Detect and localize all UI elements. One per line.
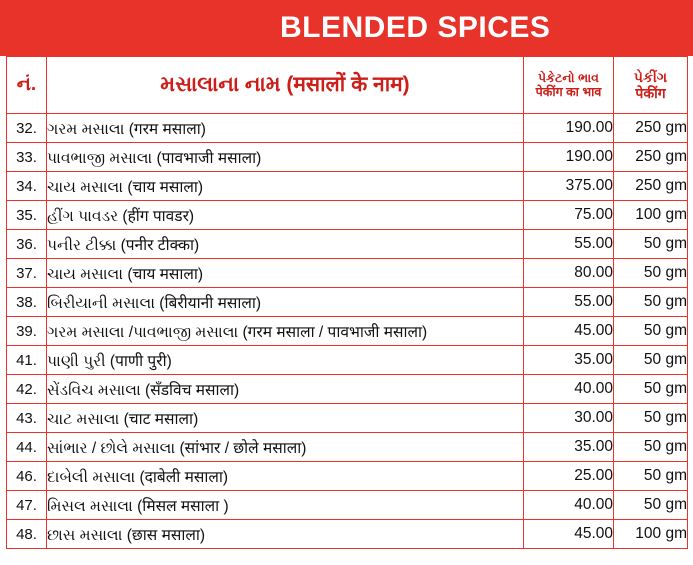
cell-price: 30.00 <box>524 404 614 433</box>
table-row <box>7 172 688 201</box>
table-row <box>7 520 688 549</box>
cell-number: 35. <box>7 201 47 230</box>
title-bar <box>0 0 693 56</box>
table-row <box>7 143 688 172</box>
table-row <box>7 375 688 404</box>
column-header-price <box>524 57 614 114</box>
cell-spice-name: ચાય મસાલા (चाय मसाला) <box>47 259 524 288</box>
column-header-price-line2: पेकींग का भाव <box>535 85 602 99</box>
cell-number: 44. <box>7 433 47 462</box>
cell-number: 33. <box>7 143 47 172</box>
table-row <box>7 114 688 143</box>
cell-price: 375.00 <box>524 172 614 201</box>
page-title: BLENDED SPICES <box>280 11 551 44</box>
cell-spice-name: ચાટ મસાલા (चाट मसाला) <box>47 404 524 433</box>
price-table-container <box>0 56 693 549</box>
cell-number: 39. <box>7 317 47 346</box>
table-header-row <box>7 57 688 114</box>
cell-price: 40.00 <box>524 491 614 520</box>
table-row <box>7 462 688 491</box>
cell-spice-name: ગરમ મસાલા /પાવભાજી મસાલા (गरम मसाला / पावभाजी मसाला) <box>47 317 524 346</box>
cell-number: 32. <box>7 114 47 143</box>
cell-packing: 250 gm <box>614 114 688 143</box>
cell-price: 80.00 <box>524 259 614 288</box>
cell-packing: 50 gm <box>614 404 688 433</box>
cell-price: 190.00 <box>524 114 614 143</box>
cell-number: 46. <box>7 462 47 491</box>
column-header-packing <box>614 57 688 114</box>
table-row <box>7 404 688 433</box>
cell-price: 75.00 <box>524 201 614 230</box>
cell-number: 36. <box>7 230 47 259</box>
table-row <box>7 230 688 259</box>
cell-packing: 50 gm <box>614 346 688 375</box>
table-row <box>7 346 688 375</box>
column-header-number: નં. <box>7 57 47 114</box>
cell-packing: 100 gm <box>614 201 688 230</box>
table-body <box>7 114 688 549</box>
cell-price: 35.00 <box>524 433 614 462</box>
cell-spice-name: હીંગ પાવડર (हींग पावडर) <box>47 201 524 230</box>
cell-price: 25.00 <box>524 462 614 491</box>
cell-price: 40.00 <box>524 375 614 404</box>
cell-number: 41. <box>7 346 47 375</box>
cell-spice-name: પનીર ટીક્કા (पनीर टीक्का) <box>47 230 524 259</box>
table-row <box>7 491 688 520</box>
cell-packing: 50 gm <box>614 259 688 288</box>
cell-spice-name: મિસલ મસાલા (मिसल मसाला ) <box>47 491 524 520</box>
cell-packing: 50 gm <box>614 230 688 259</box>
cell-spice-name: સેંડવિચ મસાલા (सँडविच मसाला) <box>47 375 524 404</box>
cell-packing: 250 gm <box>614 143 688 172</box>
cell-spice-name: ચાય મસાલા (चाय मसाला) <box>47 172 524 201</box>
cell-number: 38. <box>7 288 47 317</box>
cell-spice-name: છાસ મસાલા (छास मसाला) <box>47 520 524 549</box>
cell-number: 43. <box>7 404 47 433</box>
column-header-price-line1: પેકેટનો ભાવ <box>538 70 599 85</box>
cell-price: 55.00 <box>524 288 614 317</box>
cell-packing: 50 gm <box>614 317 688 346</box>
price-table <box>6 56 688 549</box>
title-right-accent-block <box>272 0 693 56</box>
cell-spice-name: સાંભાર / છોલે મસાલા (सांभार / छोले मसाला) <box>47 433 524 462</box>
cell-price: 190.00 <box>524 143 614 172</box>
table-row <box>7 317 688 346</box>
cell-packing: 250 gm <box>614 172 688 201</box>
cell-spice-name: ગરમ મસાલા (गरम मसाला) <box>47 114 524 143</box>
cell-number: 47. <box>7 491 47 520</box>
table-header <box>7 57 688 114</box>
cell-packing: 100 gm <box>614 520 688 549</box>
cell-packing: 50 gm <box>614 375 688 404</box>
cell-packing: 50 gm <box>614 433 688 462</box>
cell-number: 48. <box>7 520 47 549</box>
cell-packing: 50 gm <box>614 491 688 520</box>
column-header-packing-line1: પેકીંગ <box>633 68 668 85</box>
table-row <box>7 433 688 462</box>
cell-number: 34. <box>7 172 47 201</box>
cell-number: 42. <box>7 375 47 404</box>
cell-price: 35.00 <box>524 346 614 375</box>
cell-price: 45.00 <box>524 520 614 549</box>
cell-spice-name: પાણી પુરી (पाणी पुरी) <box>47 346 524 375</box>
title-left-accent-block <box>0 0 272 56</box>
cell-spice-name: પાવભાજી મસાલા (पावभाजी मसाला) <box>47 143 524 172</box>
column-header-name: મસાલાના નામ (मसालों के नाम) <box>47 57 524 114</box>
table-row <box>7 201 688 230</box>
cell-spice-name: બિરીયાની મસાલા (बिरीयानी मसाला) <box>47 288 524 317</box>
table-row <box>7 259 688 288</box>
cell-packing: 50 gm <box>614 462 688 491</box>
cell-price: 55.00 <box>524 230 614 259</box>
column-header-packing-line2: पेकींग <box>635 85 666 101</box>
cell-number: 37. <box>7 259 47 288</box>
cell-packing: 50 gm <box>614 288 688 317</box>
cell-price: 45.00 <box>524 317 614 346</box>
cell-spice-name: દાબેલી મસાલા (दाबेली मसाला) <box>47 462 524 491</box>
table-row <box>7 288 688 317</box>
